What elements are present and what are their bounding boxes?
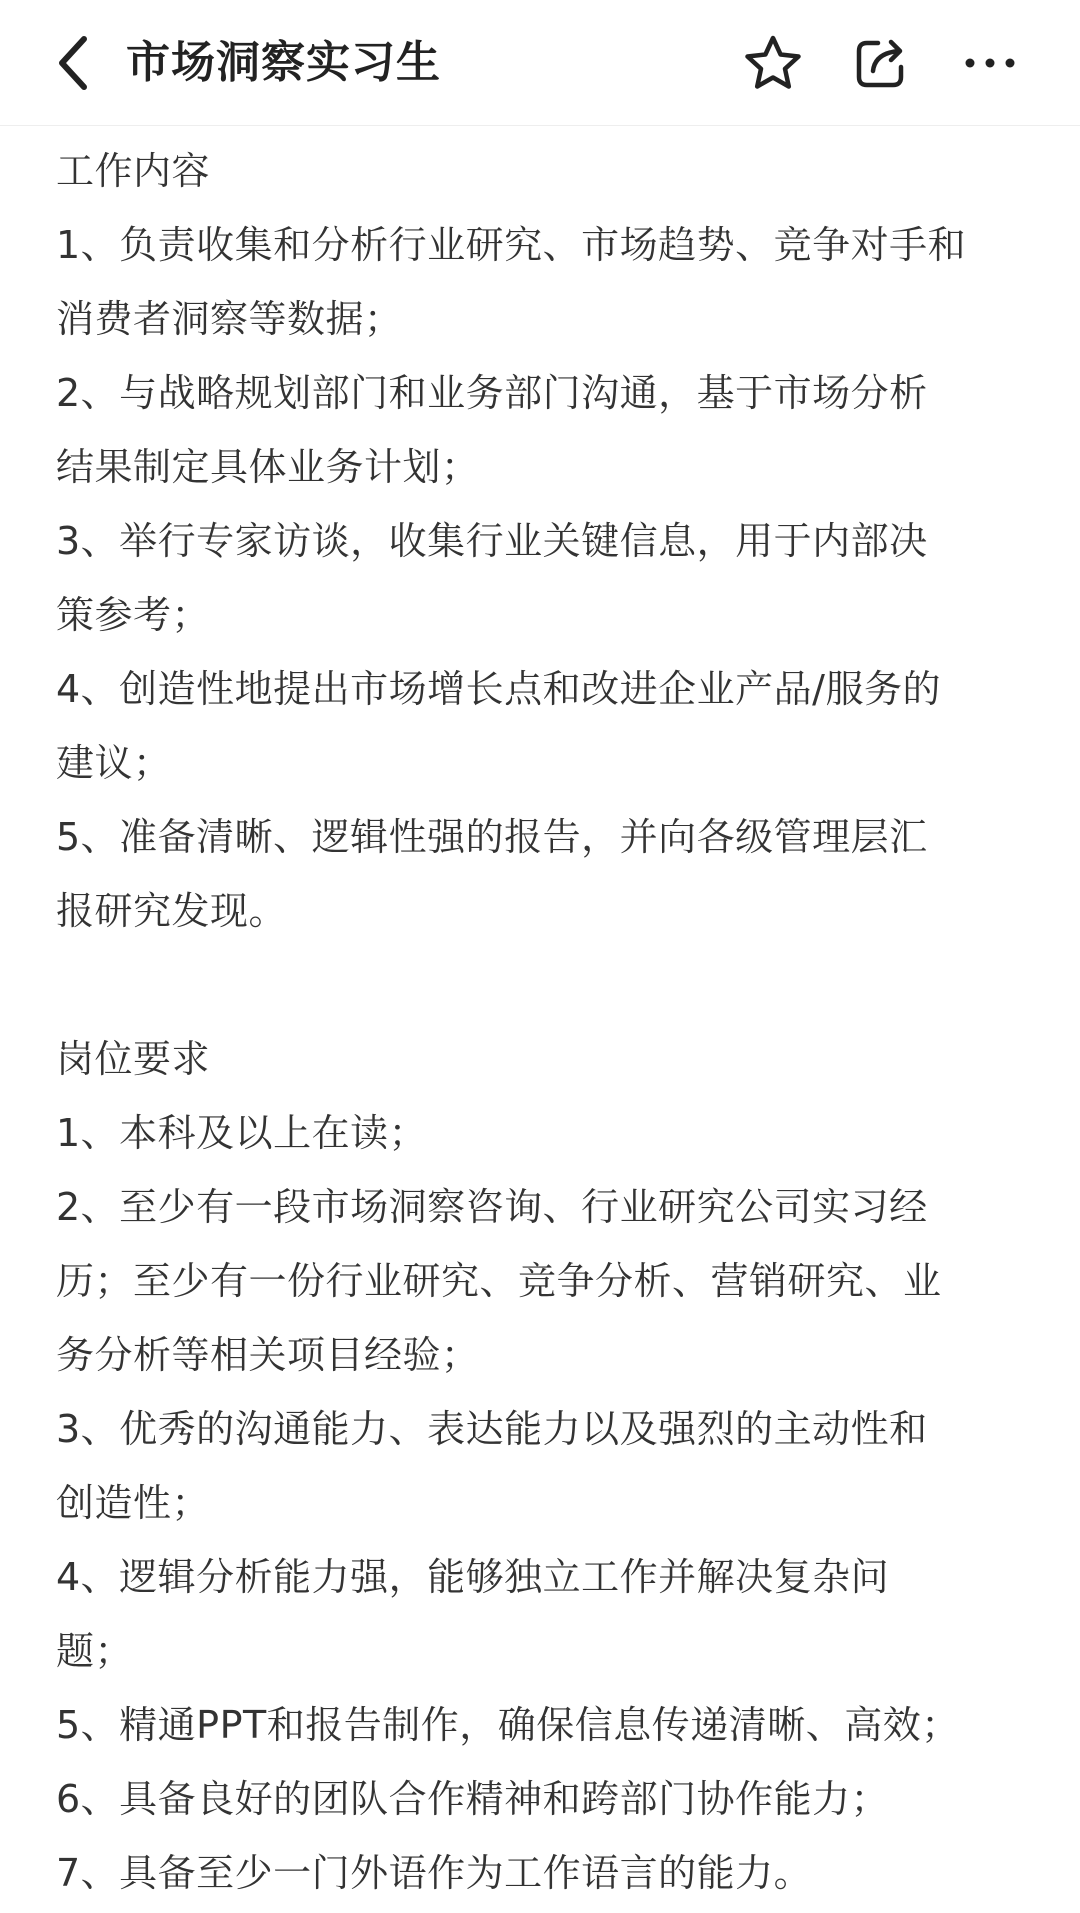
more-button[interactable] [955,28,1025,98]
text-line: 策参考； [56,593,211,637]
text-line: 题； [56,1629,134,1673]
share-icon [851,33,911,93]
blank-line [56,948,1026,1022]
star-icon [743,33,803,93]
more-horizontal-icon [962,53,1018,73]
back-button[interactable] [44,28,100,98]
text-line: 5、准备清晰、逻辑性强的报告，并向各级管理层汇 [56,815,928,859]
top-bar [0,0,1080,126]
text-line: 4、逻辑分析能力强，能够独立工作并解决复杂问 [56,1555,890,1599]
favorite-button[interactable] [738,28,808,98]
section-heading-requirements: 岗位要求 [56,1037,211,1081]
text-line: 报研究发现。 [56,889,288,933]
text-line: 消费者洞察等数据； [56,297,403,341]
page-title: 市场洞察实习生 [126,37,441,88]
text-line: 1、本科及以上在读； [56,1111,428,1155]
section-heading-job-content: 工作内容 [56,149,211,193]
text-line: 5、精通PPT和报告制作，确保信息传递清晰、高效； [56,1703,960,1747]
text-line: 3、举行专家访谈，收集行业关键信息，用于内部决 [56,519,928,563]
text-line: 6、具备良好的团队合作精神和跨部门协作能力； [56,1777,890,1821]
job-description [56,134,1026,1910]
text-line: 4、创造性地提出市场增长点和改进企业产品/服务的 [56,667,941,711]
text-line: 1、负责收集和分析行业研究、市场趋势、竞争对手和 [56,223,967,267]
text-line: 建议； [56,741,172,785]
text-line: 创造性； [56,1481,211,1525]
text-line: 2、与战略规划部门和业务部门沟通，基于市场分析 [56,371,928,415]
chevron-left-icon [54,33,90,93]
text-line: 历；至少有一份行业研究、竞争分析、营销研究、业 [56,1259,942,1303]
text-line: 7、具备至少一门外语作为工作语言的能力。 [56,1851,813,1895]
text-line: 务分析等相关项目经验； [56,1333,480,1377]
text-line: 3、优秀的沟通能力、表达能力以及强烈的主动性和 [56,1407,928,1451]
share-button[interactable] [846,28,916,98]
text-line: 结果制定具体业务计划； [56,445,480,489]
text-line: 2、至少有一段市场洞察咨询、行业研究公司实习经 [56,1185,928,1229]
